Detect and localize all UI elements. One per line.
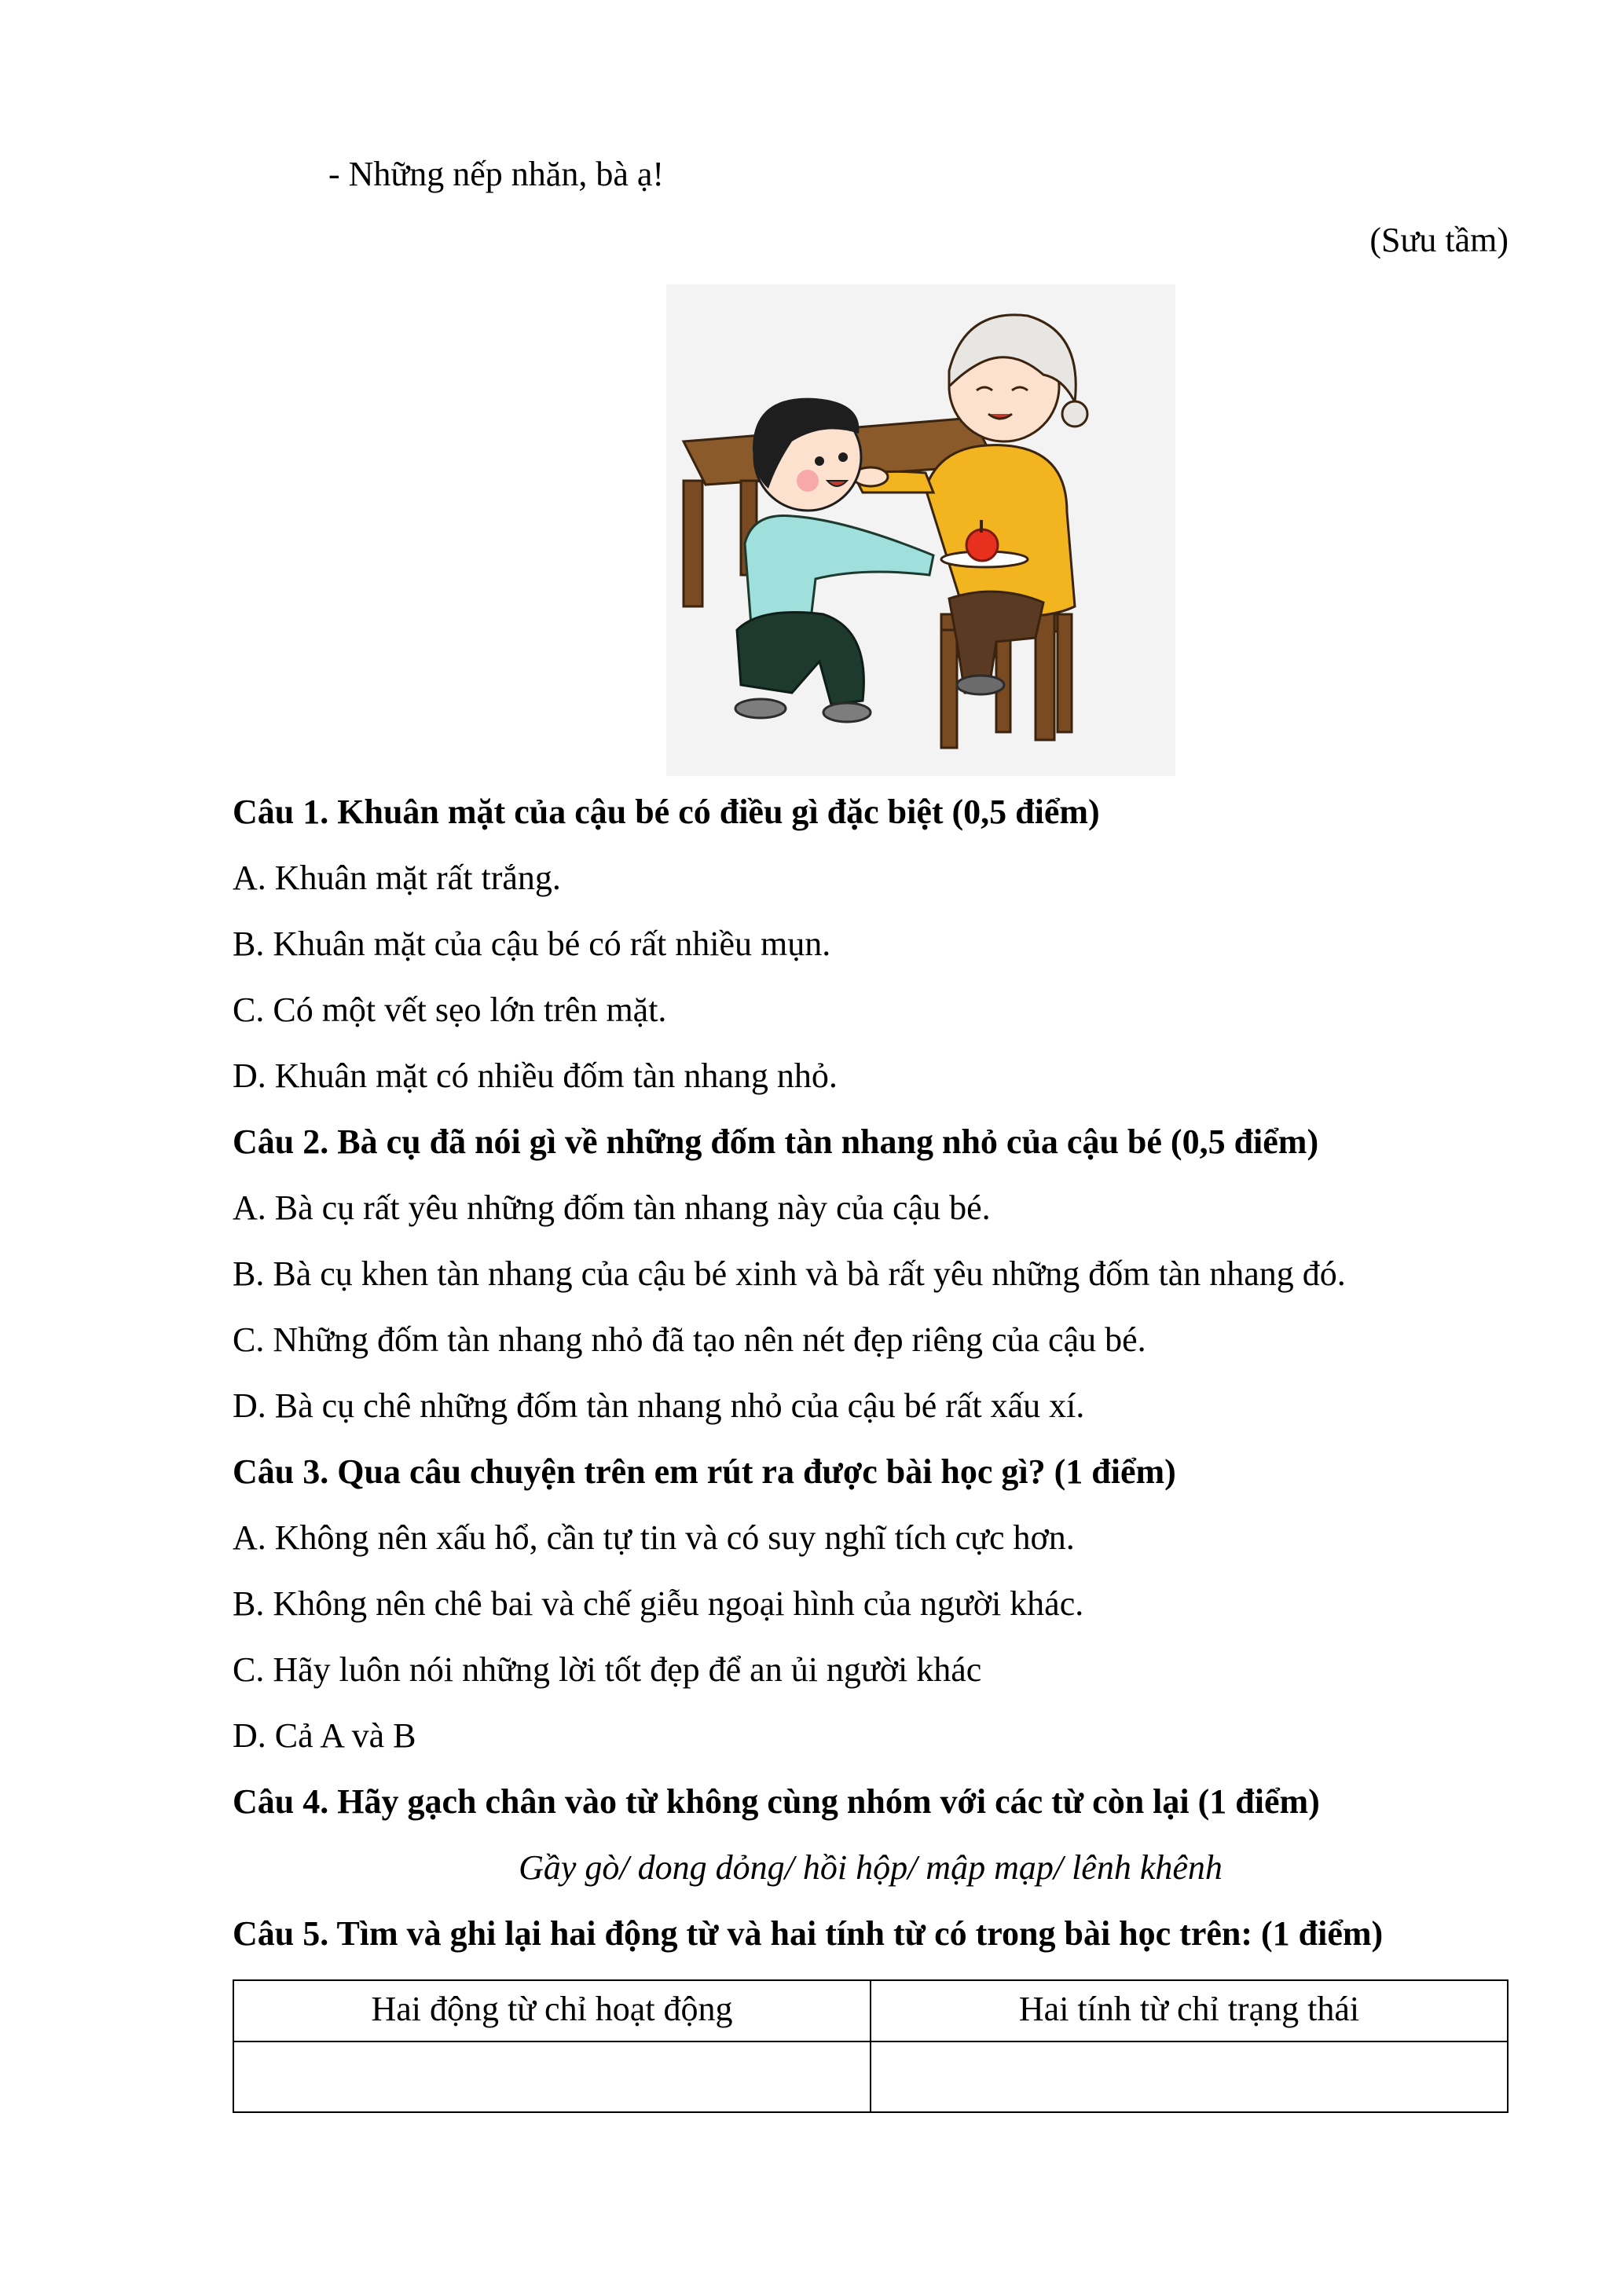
question-3-option-a: A. Không nên xấu hổ, cần tự tin và có suy nghĩ tích cực hơn. bbox=[233, 1518, 1075, 1557]
answer-table-header-row bbox=[233, 1980, 1508, 2041]
dialogue-line: - Những nếp nhăn, bà ạ! bbox=[328, 155, 665, 193]
question-4-word-list: Gầy gò/ dong dỏng/ hồi hộp/ mập mạp/ lênh khênh bbox=[519, 1848, 1223, 1887]
question-3-option-b: B. Không nên chê bai và chế giễu ngoại hình của người khác. bbox=[233, 1584, 1084, 1623]
question-1-option-d: D. Khuân mặt có nhiều đốm tàn nhang nhỏ. bbox=[233, 1056, 838, 1095]
source-note: (Sưu tầm) bbox=[1369, 221, 1509, 259]
answer-cell-verbs[interactable] bbox=[233, 2041, 871, 2112]
question-2-option-c: C. Những đốm tàn nhang nhỏ đã tạo nên nét đẹp riêng của cậu bé. bbox=[233, 1320, 1146, 1359]
question-2-option-d: D. Bà cụ chê những đốm tàn nhang nhỏ của cậu bé rất xấu xí. bbox=[233, 1386, 1085, 1425]
answer-table-body-row bbox=[233, 2041, 1508, 2112]
grandma-and-boy-illustration bbox=[666, 284, 1175, 776]
question-4-title: Câu 4. Hãy gạch chân vào từ không cùng nhóm với các từ còn lại (1 điểm) bbox=[233, 1782, 1320, 1821]
question-2-title: Câu 2. Bà cụ đã nói gì về những đốm tàn nhang nhỏ của cậu bé (0,5 điểm) bbox=[233, 1122, 1319, 1161]
question-3-title: Câu 3. Qua câu chuyện trên em rút ra được bài học gì? (1 điểm) bbox=[233, 1452, 1176, 1491]
question-3-option-c: C. Hãy luôn nói những lời tốt đẹp để an ủi người khác bbox=[233, 1650, 982, 1689]
question-1-title: Câu 1. Khuân mặt của cậu bé có điều gì đặc biệt (0,5 điểm) bbox=[233, 793, 1100, 831]
question-5-title: Câu 5. Tìm và ghi lại hai động từ và hai tính từ có trong bài học trên: (1 điểm) bbox=[233, 1914, 1384, 1953]
question-2-option-b: B. Bà cụ khen tàn nhang của cậu bé xinh và bà rất yêu những đốm tàn nhang đó. bbox=[233, 1254, 1346, 1293]
question-1-option-b: B. Khuân mặt của cậu bé có rất nhiều mụn. bbox=[233, 925, 831, 963]
question-3-option-d: D. Cả A và B bbox=[233, 1716, 416, 1755]
question-2-option-a: A. Bà cụ rất yêu những đốm tàn nhang này của cậu bé. bbox=[233, 1188, 991, 1227]
header-adjectives: Hai tính từ chỉ trạng thái bbox=[871, 1980, 1508, 2041]
question-1-option-a: A. Khuân mặt rất trắng. bbox=[233, 859, 561, 897]
header-verbs: Hai động từ chỉ hoạt động bbox=[233, 1980, 871, 2041]
answer-table bbox=[233, 1979, 1509, 2113]
answer-cell-adjectives[interactable] bbox=[871, 2041, 1508, 2112]
question-1-option-c: C. Có một vết sẹo lớn trên mặt. bbox=[233, 991, 667, 1029]
